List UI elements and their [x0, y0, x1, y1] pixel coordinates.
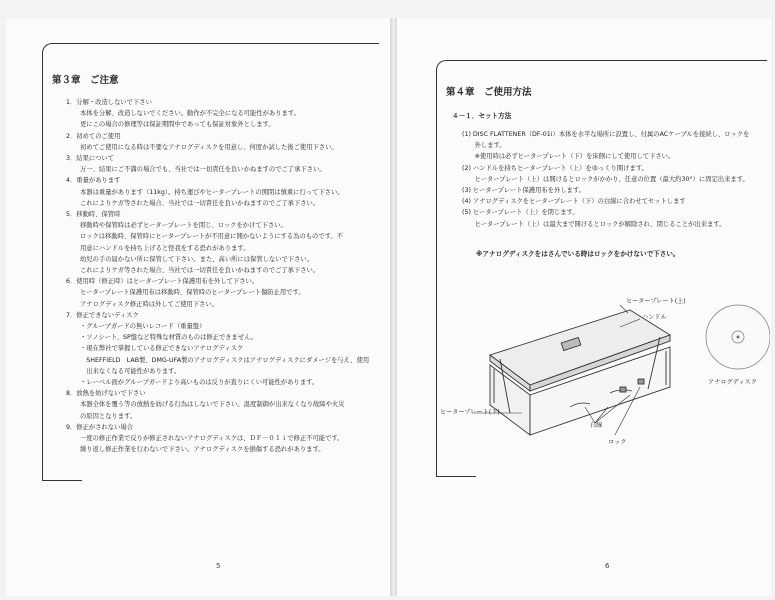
caution-item-text: 本器全体を覆う等の放熱を妨げる行為はしないで下さい。温度制御が出来なくなり故障や火災	[80, 401, 345, 409]
caution-item-text: SHEFFIELD LAB製、DMG-UFA製のアナログディスクはアナログディスクにダメージを与え、使用	[80, 356, 370, 364]
caution-item-text: 一度の修正作業で反りが修正されないアナログディスクは、ＤＦ－０１ｉで修正不可能です。	[80, 435, 344, 442]
label-analog-disc: アナログディスク	[708, 379, 758, 386]
page-number: 6	[605, 562, 610, 570]
label-white-line: 白線	[590, 422, 603, 429]
caution-item-label: 2．初めてのご使用	[66, 132, 121, 140]
setup-step-line: (3) ヒータープレート保護用布を外します。	[462, 187, 585, 195]
warning-note: ※アナログディスクをはさんでいる時はロックをかけないで下さい。	[476, 250, 680, 258]
caution-item-text: これによりケガ等された場合、当社では一切責任を負いかねますのでご了承下さい。	[80, 199, 320, 207]
setup-step-line: ヒータープレート（上）は最大まで開けるとロックが解除され、閉じることが出来ます。	[462, 220, 726, 228]
chapter-title: 第３章 ご注意	[52, 75, 119, 86]
caution-item-label: 5．移動時、保管時	[66, 211, 121, 218]
caution-item-text: 初めてご使用になる時は不要なアナログディスクを用意し、何度か試した後ご使用下さい。	[80, 143, 338, 151]
label-heater-lower: ヒータープレート(下)	[440, 409, 500, 416]
label-handle: ハンドル	[642, 314, 667, 321]
caution-item-text: ・レーベル面がグルーブガードより高いものは反りが直りにくい可能性があります。	[80, 379, 319, 386]
caution-item-text: これによりケガ等された場合、当社では一切責任を負いかねますのでご了承下さい。	[80, 267, 320, 274]
setup-step-line: ヒータープレート（上）は開けるとロックがかかり、任意の位置（最大約30°）に固定出来ます。	[462, 175, 749, 183]
setup-step-line: 外します。	[462, 142, 506, 150]
disc-flattener-device	[490, 310, 670, 435]
caution-item-text: 幼児の手の届かない所に保管して下さい。また、高い所には保管しないで下さい。	[80, 255, 313, 263]
setup-step-line: ※使用時は必ずヒータープレート（下）を床側にして使用して下さい。	[462, 153, 675, 161]
caution-item-text: 万一、結果にご不満の場合でも、当社では一切責任を負いかねますのでご了承下さい。	[80, 166, 326, 174]
caution-item-text: 本体を分解、改造しないでください。動作が不完全になる可能性があります。	[80, 110, 300, 118]
caution-item-label: 9．修正がされない場合	[66, 423, 133, 431]
setup-steps	[462, 129, 749, 230]
caution-item-text: ・グルーブガードの無いレコード（重量盤）	[80, 323, 206, 330]
page-number: 5	[216, 562, 221, 570]
caution-item-text: 本器は重量があります（11kg）。持ち運びやヒータープレートの開閉は慎重に行って下さい。	[80, 188, 344, 196]
section-title: ４－１．セット方法	[452, 112, 512, 120]
chapter-title: 第４章 ご使用方法	[446, 87, 532, 98]
device-illustration	[470, 295, 770, 455]
caution-item-text: 移動時や保管時は必ずヒータープレートを閉じ、ロックをかけて下さい。	[80, 222, 287, 230]
caution-item-text: 更にこの場合の修理等は保証期間中であっても保証対象外とします。	[80, 121, 275, 129]
caution-item-text: ・現在弊社で掌握している修正できないアナログディスク	[80, 345, 244, 353]
setup-step-line: (2) ハンドルを持ちヒータープレート（上）をゆっくり開けます。	[462, 164, 648, 172]
page-frame-left-tail	[42, 480, 82, 481]
label-lock: ロック	[608, 439, 627, 446]
caution-item-text: 用意にハンドルを持ち上げると怪我をする恐れがあります。	[80, 244, 250, 252]
caution-item-text: の原因となります。	[80, 412, 137, 420]
caution-item-label: 8．放熱を妨げないで下さい	[66, 390, 146, 398]
analog-disc	[706, 305, 770, 369]
setup-step-line: (1) DISC FLATTENER（DF-01i）本体を水平な場所に設置し、付属のACケーブルを接続し、ロックを	[462, 131, 750, 138]
caution-item-text: アナログディスク修正時は外してご使用下さい。	[80, 300, 219, 308]
caution-item-label: 3．結果について	[66, 155, 114, 162]
caution-item-label: 4．重量があります	[66, 177, 121, 185]
caution-item-text: ・ソノシート、SP盤など特殊な材質のものは修正できません。	[80, 334, 258, 342]
caution-item-label: 7．修正できないディスク	[66, 311, 139, 319]
setup-step-line: (4) アナログディスクをヒータープレート（下）の白線に合わせてセットします	[462, 198, 686, 206]
caution-item-label: 6．使用時（修正時）はヒータープレート保護用布を外して下さい。	[66, 278, 259, 286]
book-gutter	[390, 18, 397, 596]
page-frame-right-tail	[436, 476, 476, 477]
label-heater-upper: ヒータープレート(上)	[626, 298, 686, 305]
caution-item-label: 1．分解・改造しないで下さい	[66, 99, 152, 106]
caution-item-text: ロックは移動時、保管時にヒータープレートが不用意に開かないようにする為のものです。不	[80, 233, 344, 241]
setup-step-line: (5) ヒータープレート（上）を閉じます。	[462, 209, 579, 217]
caution-item-text: 繰り返し修正作業を行わないで下さい。アナログディスクを損傷する恐れがあります。	[80, 446, 325, 454]
caution-item-text: 出来なくなる可能性があります。	[80, 367, 181, 375]
caution-item-text: ヒータープレート保護用布は移動時、保管時のヒータープレート傷防止用です。	[80, 289, 305, 297]
